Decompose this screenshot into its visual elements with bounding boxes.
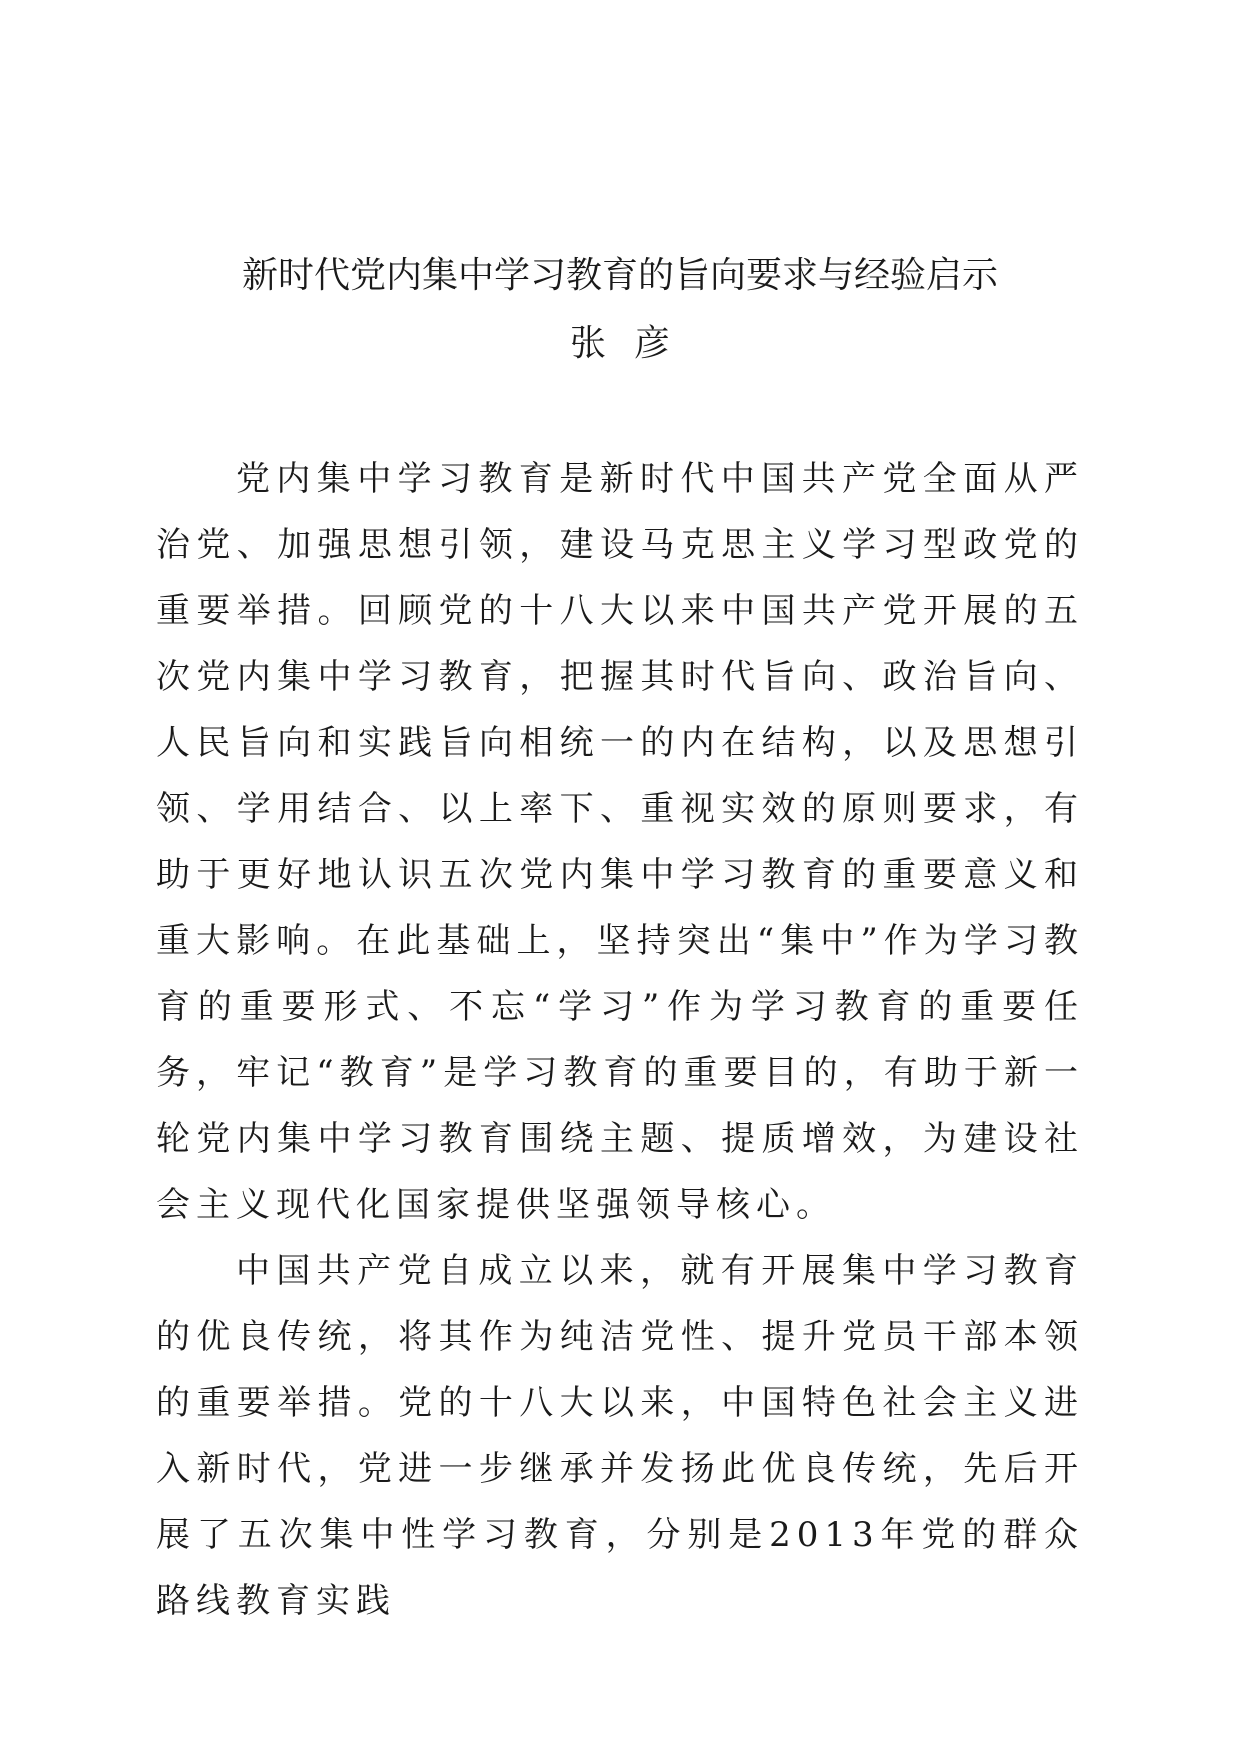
document-title: 新时代党内集中学习教育的旨向要求与经验启示: [241, 255, 998, 296]
document-body: [156, 446, 1084, 1634]
paragraph-1: 党内集中学习教育是新时代中国共产党全面从严治党、加强思想引领，建设马克思主义学习型政党的重要举措。回顾党的十八大以来中国共产党开展的五次党内集中学习教育，把握其时代旨向、政治旨向、人民旨向和实践旨向相统一的内在结构，以及思想引领、学用结合、以上率下、重视实效的原则要求，有助于更好地认识五次党内集中学习教育的重要意义和重大影响。在此基础上，坚持突出“集中”作为学习教育的重要形式、不忘“学习”作为学习教育的重要任务，牢记“教育”是学习教育的重要目的，有助于新一轮党内集中学习教育围绕主题、提质增效，为建设社会主义现代化国家提供坚强领导核心。: [156, 459, 1084, 1225]
author-name: 张彦: [569, 323, 698, 364]
paragraph-2: 中国共产党自成立以来，就有开展集中学习教育的优良传统，将其作为纯洁党性、提升党员干部本领的重要举措。党的十八大以来，中国特色社会主义进入新时代，党进一步继承并发扬此优良传统，先后开展了五次集中性学习教育，分别是2013年党的群众路线教育实践: [156, 1251, 1084, 1621]
